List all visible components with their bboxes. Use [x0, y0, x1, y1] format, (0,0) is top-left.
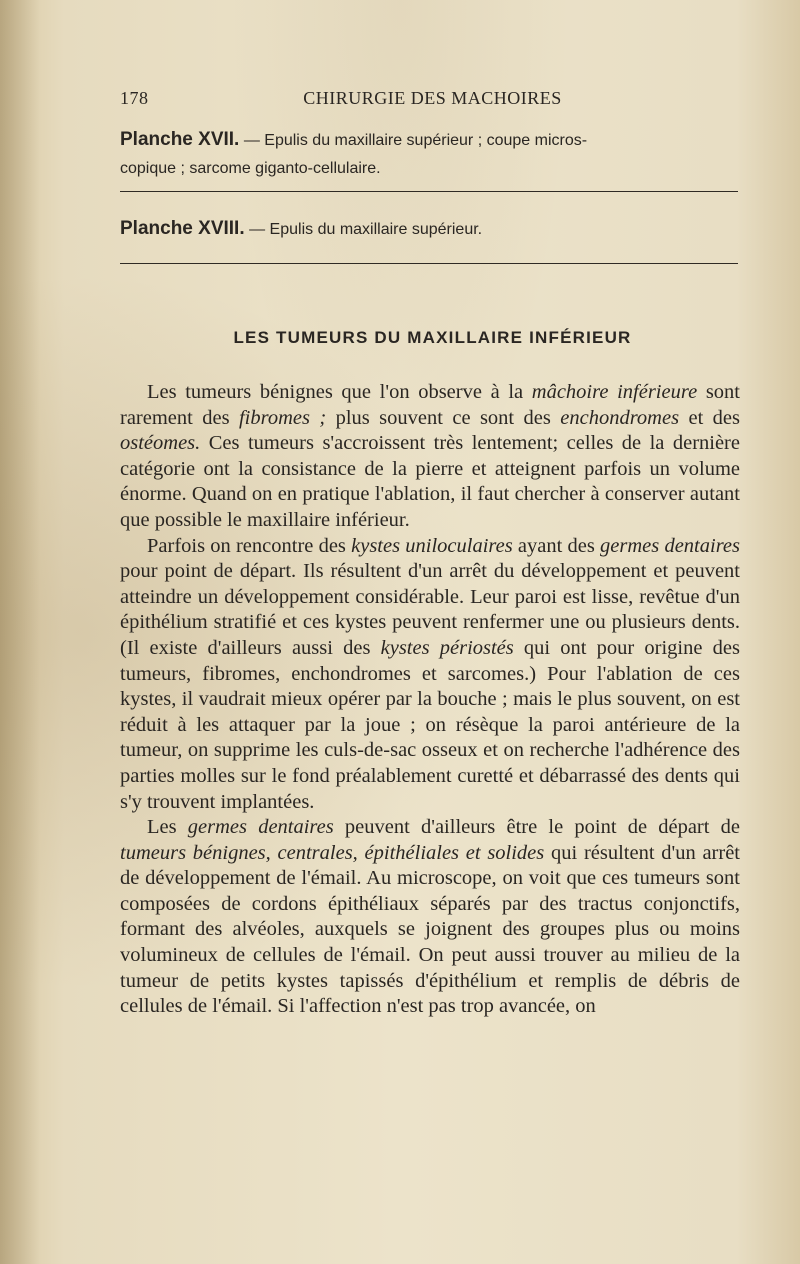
section-heading: LES TUMEURS DU MAXILLAIRE INFÉRIEUR — [233, 328, 632, 347]
text-run: Les — [147, 816, 188, 839]
plate-label: Planche XVIII. — [120, 218, 245, 239]
italic-text: ostéomes. — [120, 432, 201, 455]
text-run: peuvent d'ailleurs être le point de départ de — [333, 816, 740, 839]
text-run: Parfois on rencontre des — [147, 534, 352, 557]
italic-text: kystes périostés — [380, 636, 514, 659]
italic-text: fibromes ; — [238, 406, 327, 429]
text-run: plus souvent ce sont des — [326, 406, 561, 429]
paragraph-1 — [120, 380, 740, 534]
paragraph-3 — [120, 815, 740, 1020]
italic-text: germes dentaires — [187, 816, 334, 839]
text-run: qui ont pour origine des tumeurs, fibromes, enchondromes et sarcomes.) Pour l'ablation de ces kystes, il vaudrait mieux opérer par la bouche ; mais le plus souvent, on est réduit à les attaquer par la joue ; on résèque la paroi antérieure de la tumeur, on supprime les culs-de-sac osseux et on recherche l'adhérence des parties molles sur le fond préalablement curetté et débarrassé des dents qui s'y trouvent implantées. — [120, 636, 740, 813]
plate-caption-xvii — [120, 126, 745, 182]
page-number: 178 — [120, 88, 149, 108]
running-header — [120, 88, 745, 114]
italic-text: enchondromes — [560, 406, 680, 429]
plate-label: Planche XVII. — [120, 129, 240, 150]
plate-description: — Epulis du maxillaire supérieur ; coupe micros- — [243, 132, 588, 149]
text-run: Les tumeurs bénignes que l'on observe à la — [147, 381, 532, 403]
text-run: et des — [679, 406, 740, 429]
italic-text: kystes uniloculaires — [351, 534, 513, 557]
text-run: sont rarement des — [120, 381, 740, 429]
italic-text: mâchoire inférieure — [531, 381, 698, 403]
text-run: qui résultent d'un arrêt de développement de l'émail. Au microscope, on voit que ces tumeurs sont composées de cordons épithéliaux séparés par des tractus conjonctifs, formant des alvéoles, auxquels se joignent des groupes plus ou moins volumineux de cellules de l'émail. On peut aussi trouver au milieu de la tumeur de petits kystes tapissés d'épithélium et remplis de débris de cellules de l'émail. Si l'affection n'est pas trop avancée, on — [120, 841, 740, 1018]
plate-description-cont: copique ; sarcome giganto-cellulaire. — [120, 160, 381, 177]
paragraph-2 — [120, 534, 740, 816]
italic-text: germes dentaires — [600, 534, 740, 557]
text-run: pour point de départ. Ils résultent d'un arrêt du développement et peuvent atteindre un développement considérable. Leur paroi est lisse, revêtue d'un épithélium stratifié et ces kystes peuvent renfermer une ou plusieurs dents. (Il existe d'ailleurs aussi des — [120, 560, 740, 659]
body-text — [120, 380, 740, 1020]
text-run: ayant des — [512, 534, 601, 557]
italic-text: tumeurs bénignes, centrales, épithéliales et solides — [120, 841, 545, 864]
plate-caption-xviii — [120, 215, 745, 243]
separator-rule — [120, 263, 738, 264]
running-title: CHIRURGIE DES MACHOIRES — [303, 88, 562, 108]
separator-rule — [120, 191, 738, 192]
text-run: Ces tumeurs s'accroissent très lentement; celles de la dernière catégorie ont la consistance de la pierre et atteignent parfois un volume énorme. Quand on en pratique l'ablation, il faut chercher à conserver autant que possible le maxillaire inférieur. — [120, 432, 740, 531]
page-binding-shadow — [0, 0, 40, 1264]
plate-description: — Epulis du maxillaire supérieur. — [249, 221, 483, 238]
